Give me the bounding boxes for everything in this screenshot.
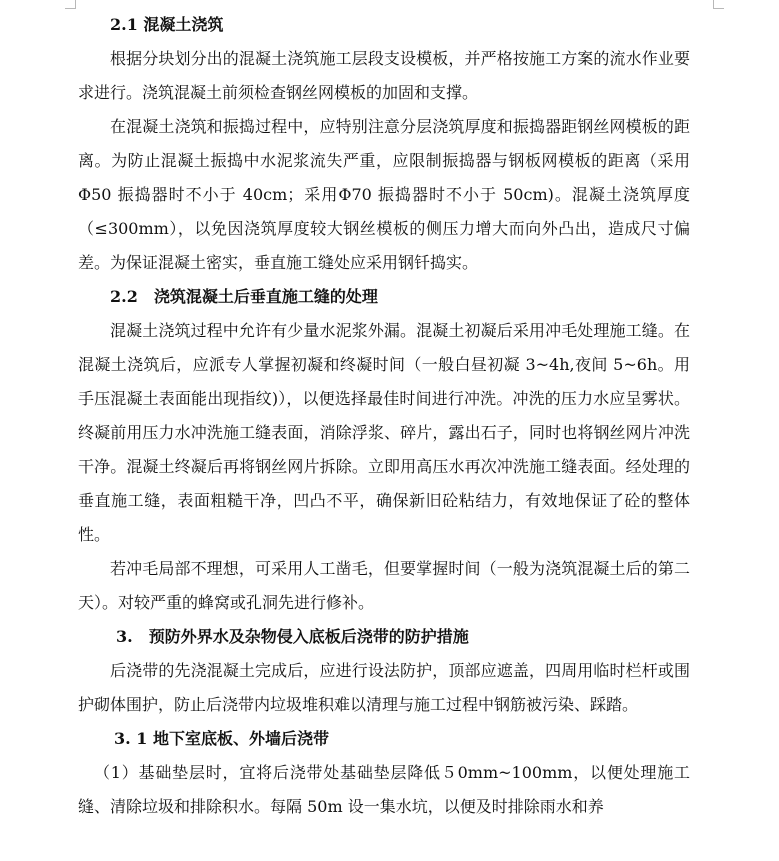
page-corner-mark-left [65,0,76,9]
paragraph-chiseling: 若冲毛局部不理想，可采用人工凿毛，但要掌握时间（一般为浇筑混凝土后的第二天）。对较严重的蜂窝或孔洞先进行修补。 [78,559,690,612]
section-heading-2-2: 2.2 浇筑混凝土后垂直施工缝的处理 [110,287,378,306]
paragraph-joint-treatment: 混凝土浇筑过程中允许有少量水泥浆外漏。混凝土初凝后采用冲毛处理施工缝。在混凝土浇筑后，应派专人掌握初凝和终凝时间（一般白昼初凝 3~4h,夜间 5~6h。用手压混凝土表面能出现指纹)），以便选择最佳时间进行冲洗。冲洗的压力水应呈雾状。终凝前用压力水冲洗施工缝表面，消除浮浆、碎片，露出石子，同时也将钢丝网片冲洗干净。混凝土终凝后再将钢丝网片拆除。立即用高压水再次冲洗施工缝表面。经处理的垂直施工缝，表面粗糙干净，凹凸不平，确保新旧砼粘结力，有效地保证了砼的整体性。 [78,321,690,544]
paragraph-protection: 后浇带的先浇混凝土完成后，应进行设法防护，顶部应遮盖，四周用临时栏杆或围护砌体围护，防止后浇带内垃圾堆积难以清理与施工过程中钢筋被污染、踩踏。 [78,661,690,714]
document-body [78,8,690,824]
paragraph-formwork: 根据分块划分出的混凝土浇筑施工层段支设模板，并严格按施工方案的流水作业要求进行。浇筑混凝土前须检查钢丝网模板的加固和支撑。 [78,49,690,102]
section-heading-3-1: 3. 1 地下室底板、外墙后浇带 [114,729,329,748]
section-heading-2-1: 2.1 混凝土浇筑 [110,15,224,34]
paragraph-vibration: 在混凝土浇筑和振捣过程中，应特别注意分层浇筑厚度和振捣器距钢丝网模板的距离。为防止混凝土振捣中水泥浆流失严重，应限制振捣器与钢板网模板的距离（采用Φ50 振捣器时不小于 40cm；采用Φ70 振捣器时不小于 50cm)。混凝土浇筑厚度（≤300mm），以免因浇筑厚度较大钢丝模板的侧压力增大而向外凸出，造成尺寸偏差。为保证混凝土密实，垂直施工缝处应采用钢钎捣实。 [78,117,690,272]
page-corner-mark-right [713,0,724,9]
section-heading-3: 3. 预防外界水及杂物侵入底板后浇带的防护措施 [116,627,469,646]
paragraph-cushion-layer: （1）基础垫层时，宜将后浇带处基础垫层降低５0mm~100mm，以便处理施工缝、清除垃圾和排除积水。每隔 50m 设一集水坑，以便及时排除雨水和养 [78,763,690,816]
